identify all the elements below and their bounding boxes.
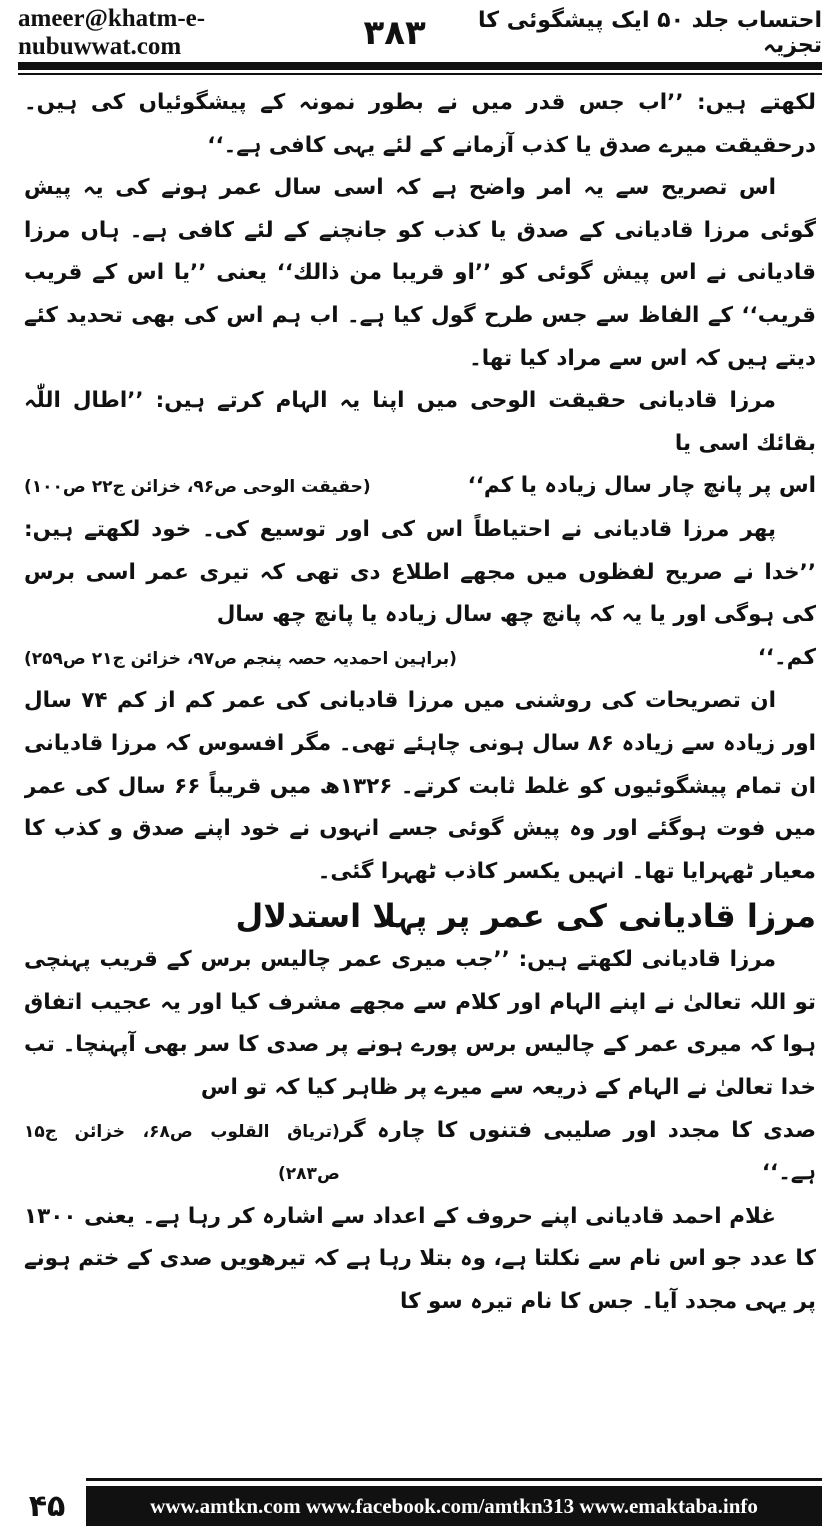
paragraph-7: غلام احمد قادیانی اپنے حروف کے اعداد سے اشارہ کر رہا ہے۔ یعنی ۱۳۰۰ کا عدد جو اس نام سے نکلتا ہے، وہ بتلا رہا ہے کہ تیرھویں صدی کے ختم ہونے پر یہی مجدد آیا۔ جس کا نام تیرہ سو کا <box>24 1203 816 1315</box>
page-body <box>24 82 816 1472</box>
paragraph-4-end: کم۔‘‘ <box>757 644 816 670</box>
citation-3: (تریاق القلوب ص۶۸، خزائن ج۱۵ ص۲۸۳) <box>24 1121 340 1185</box>
reference-line-2 <box>24 637 816 681</box>
footer-page-number: ۴۵ <box>28 1488 66 1524</box>
footer-links[interactable]: www.amtkn.com www.facebook.com/amtkn313 www.emaktaba.info <box>86 1486 822 1526</box>
header-rule-thin <box>18 73 822 75</box>
paragraph-2: اس تصریح سے یہ امر واضح ہے کہ اسی سال عمر ہونے کی یہ پیش گوئی مرزا قادیانی کے صدق یا کذب کو جانچنے کے لئے کافی ہے۔ ہاں مرزا قادیانی نے اس پیش گوئی کو ’’او قریبا من ذالك‘‘ یعنی ’’یا اس کے قریب قریب‘‘ کے الفاظ سے جس طرح گول کیا ہے۔ اب ہم اس کی بھی تحدید کئے دیتے ہیں کہ اس سے مراد کیا تھا۔ <box>24 175 816 371</box>
paragraph-4: پھر مرزا قادیانی نے احتیاطاً اس کی اور توسیع کی۔ خود لکھتے ہیں: ’’خدا نے صریح لفظوں میں مجھے اطلاع دی تھی کہ تیری عمر اسی برس کی ہوگی اور یا یہ کہ پانچ چھ سال زیادہ یا پانچ چھ سال <box>24 516 816 628</box>
paragraph-5: ان تصریحات کی روشنی میں مرزا قادیانی کی عمر کم از کم ۷۴ سال اور زیادہ سے زیادہ ۸۶ سال ہونی چاہئے تھی۔ مگر افسوس کہ مرزا قادیانی ان تمام پیشگوئیوں کو غلط ثابت کرتے۔ ۱۳۲۶ھ میں قریباً ۶۶ سال کی عمر میں فوت ہوگئے اور وہ پیش گوئی جسے انہوں نے خود اپنے صدق و کذب کا معیار ٹھہرایا تھا۔ انہیں یکسر کاذب ٹھہرا گئی۔ <box>24 688 816 884</box>
paragraph-6-end: صدی کا مجدد اور صلیبی فتنوں کا چارہ گر ہے۔‘‘ <box>339 1117 816 1186</box>
page-header <box>18 5 822 60</box>
citation-2: (براہین احمدیہ حصہ پنجم ص۹۷، خزائن ج۲۱ ص۲۵۹) <box>24 648 457 669</box>
header-title: احتساب جلد ۵۰ ایک پیشگوئی کا تجزیہ <box>478 8 822 58</box>
reference-line-1 <box>24 465 816 509</box>
paragraph-6: مرزا قادیانی لکھتے ہیں: ’’جب میری عمر چالیس برس کے قریب پہنچی تو اللہ تعالیٰ نے اپنے الہام اور کلام سے مجھے مشرف کیا اور یہ عجیب اتفاق ہوا کہ میری عمر کے چالیس برس پورے ہونے پر صدی کا سر بھی آپہنچا۔ تب خدا تعالیٰ نے الہام کے ذریعہ سے میرے پر ظاہر کیا کہ تو اس <box>24 947 816 1101</box>
reference-line-3 <box>24 1110 816 1196</box>
paragraph-3-end: اس پر پانچ چار سال زیادہ یا کم‘‘ <box>467 473 816 499</box>
header-left <box>18 5 426 61</box>
header-rule-thick <box>18 62 822 70</box>
page-footer <box>18 1480 822 1532</box>
paragraph-1: لکھتے ہیں: ’’اب جس قدر میں نے بطور نمونہ کے پیشگوئیاں کی ہیں۔ درحقیقت میرے صدق یا کذب آزمانے کے لئے یہی کافی ہے۔‘‘ <box>24 90 816 158</box>
header-email[interactable]: ameer@khatm-e-nubuwwat.com <box>18 5 206 60</box>
section-heading: مرزا قادیانی کی عمر پر پہلا استدلال <box>235 897 816 936</box>
header-page-number: ۳۸۳ <box>363 13 426 53</box>
paragraph-3: مرزا قادیانی حقیقت الوحی میں اپنا یہ الہام کرتے ہیں: ’’اطال اللّٰہ بقائك اسی یا <box>24 388 816 456</box>
citation-1: (حقیقت الوحی ص۹۶، خزائن ج۲۲ ص۱۰۰) <box>24 477 371 498</box>
